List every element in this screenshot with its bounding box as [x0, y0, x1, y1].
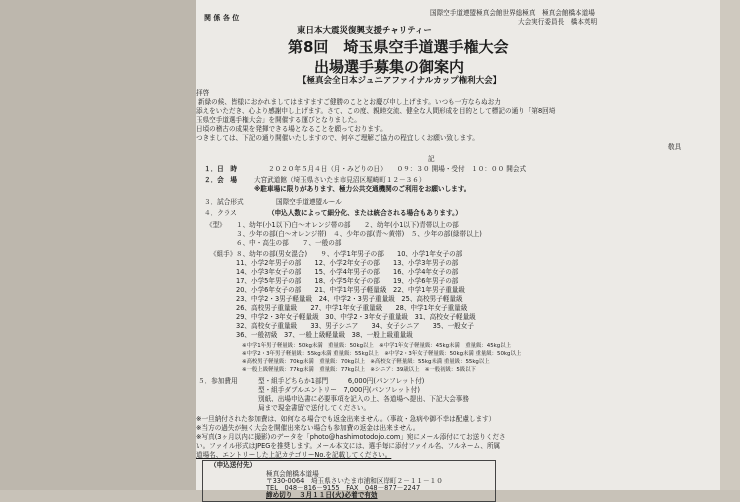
rules-value: 国際空手道連盟ルール: [276, 198, 342, 206]
kumite-line-3: 14、小学3年女子の部 15、小学4年男子の部 16、小学4年女子の部: [236, 268, 459, 276]
qualifier-note: 【極真会全日本ジュニアファイナルカップ権利大会】: [298, 76, 502, 86]
kumite-line-8: 29、中学2・3年女子軽量級 30、中学2・3年女子重量級 31、高校女子軽量級: [236, 313, 476, 321]
fee-line-4: 局まで現金書留で送付してください。: [258, 404, 371, 412]
intro-line-5: 日頃の稽古の成果を発揮できる場となることを願っております。: [196, 125, 387, 133]
contact-phone: TEL 048－816－9155 FAX 048－877－2247: [266, 484, 421, 492]
weight-line-1: ※中学1年男子軽量級：50kg未満 重量級：50kg以上 ※中学1年女子軽量級：45kg未満 重量級：45kg以上: [242, 343, 511, 349]
contact-deadline: 締め切り ３月１１日(火)必着で有効: [266, 491, 378, 499]
fee-line-3: 別紙、出場申込書に必要事項を記入の上、各道場へ提出、下記大会事務: [258, 395, 469, 403]
note-line-5: 道場名、エントリーした上記カテゴリーNo.を記載してください。: [196, 451, 392, 459]
kumite-line-7: 26、高校男子重量級 27、中学1年女子重量級 28、中学1年女子重量級: [236, 304, 468, 312]
kata-label: 《型》: [206, 221, 226, 229]
flyer-page: [196, 0, 720, 499]
intro-line-2: 新緑の候、皆様におかれましてはますますご健勝のこととお慶び申し上げます。いつも一方ならぬお力: [198, 98, 501, 106]
background-left: [0, 0, 200, 490]
rules-label: ３．試合形式: [204, 198, 244, 206]
note-line-2: ※当方の過失が無く大会を開催出来ない場合も参加費の返金は出来ません。: [196, 424, 420, 432]
org-line-2: 大会実行委員長 橋本英明: [518, 18, 598, 26]
fee-line-1: 型・組手どちらか1部門 6,000円(パンフレット付): [258, 377, 425, 385]
venue-value: 大宮武道館（埼玉県さいたま市見沼区堀崎町１２－３６）: [254, 176, 426, 184]
class-label: ４．クラス: [204, 209, 237, 217]
kata-line-3: ６、中・高生の部 ７、一般の部: [236, 239, 342, 247]
kumite-label: 《組手》: [210, 250, 237, 258]
weight-line-4: ※一般上級軽量級：77kg未満 重量級：77kg以上 ※シニア：39歳以上 ※一般初級：5級以下: [242, 367, 476, 373]
intro-line-6: つきましては、下記の通り開催いたしますので、何卒ご理解ご協力の程宜しくお願い致します。: [196, 134, 479, 142]
note-line-4: い。ファイル形式はJPEGを推奨します。メール本文には、選手毎に添付ファイル名、フルネーム、所属: [196, 442, 501, 450]
ki-mark: 記: [428, 155, 435, 163]
contact-address: 〒330-0064 埼玉県さいたま市浦和区岸町２－１１－１０: [266, 477, 443, 485]
intro-line-1: 拝啓: [196, 89, 210, 97]
intro-line-3: 添えをいただき、心より感謝申し上げます。さて、この度、親睦交流、健全な人間形成を目的として標記の通り「第8回埼: [196, 107, 556, 115]
announcement-title: 出場選手募集の御案内: [314, 58, 465, 76]
contact-org: 極真会館橋本道場: [266, 470, 319, 478]
closing-keigu: 敬具: [668, 143, 682, 151]
kumite-line-2: 11、小学2年男子の部 12、小学2年女子の部 13、小学3年男子の部: [236, 259, 459, 267]
date-label: １．日 時: [204, 165, 237, 173]
note-line-1: ※一旦納付された参加費は、如何なる場合でも返金出来ません。（事故・急病や御不幸は配慮します）: [196, 415, 496, 423]
kumite-line-6: 23、中学2・3男子軽量級 24、中学2・3男子重量級 25、高校男子軽量級: [236, 295, 463, 303]
weight-line-2: ※中学2・3年男子軽量級：55kg未満 重量級：55kg以上 ※中学2・3年女子軽量級：50kg未満 重量級：50kg以上: [242, 351, 522, 357]
contact-title: （申込送付先）: [210, 461, 257, 469]
note-line-3: ※写真(3ヶ月以内に撮影)のデータを「photo@hashimotodojo.com」宛にメール添付にてお送りくださ: [196, 433, 506, 441]
org-line-1: 国際空手道連盟極真会館世界総極真 極真会館橋本道場: [430, 9, 595, 17]
class-note: （申込人数によって細分化、または統合される場合もあります。）: [268, 209, 462, 217]
venue-note: ※駐車場に限りがあります、極力公共交通機関のご利用をお願いします。: [254, 185, 471, 193]
kata-line-2: ３、少年の部(白～オレンジ帯) ４、少年の部(青～黄帯) ５、少年の部(緑帯以上): [236, 230, 482, 238]
weight-line-3: ※高校男子軽量級：70kg未満 重量級：70kg以上 ※高校女子軽量級：55kg未満 重量級：55kg以上: [242, 359, 490, 365]
kumite-line-9: 32、高校女子重量級 33、男子シニア 34、女子シニア 35、一般女子: [236, 322, 474, 330]
venue-label: ２．会 場: [204, 176, 237, 184]
kata-line-1: １、幼年(小1以下)白～オレンジ帯の部 ２、幼年(小1以下)青帯以上の部: [236, 221, 459, 229]
kumite-line-5: 20、小学6年女子の部 21、中学1年男子軽量級 22、中学1年男子重量級: [236, 286, 465, 294]
event-title: 第8回 埼玉県空手道選手権大会: [288, 38, 509, 56]
fee-line-2: 型・組手ダブルエントリー 7,000円(パンフレット付): [258, 386, 420, 394]
intro-line-4: 玉県空手道選手権大会」を開催する運びとなりました。: [196, 116, 361, 124]
date-value: ２０２０年５月４日（月・みどりの日） ０９：３０ 開場・受付 １０：００ 開会式: [268, 165, 527, 173]
fee-label: ５．参加費用: [198, 377, 238, 385]
kumite-line-10: 36、一般初級 37、一般上級軽量級 38、一般上級重量級: [236, 331, 413, 339]
kumite-line-4: 17、小学5年男子の部 18、小学5年女子の部 19、小学6年男子の部: [236, 277, 459, 285]
charity-line: 東日本大震災復興支援チャリティー: [297, 26, 432, 36]
kumite-line-1: ８、幼年の部(男女混合) ９、小学1年男子の部 10、小学1年女子の部: [236, 250, 463, 258]
recipient: 関 係 各 位: [204, 14, 240, 22]
